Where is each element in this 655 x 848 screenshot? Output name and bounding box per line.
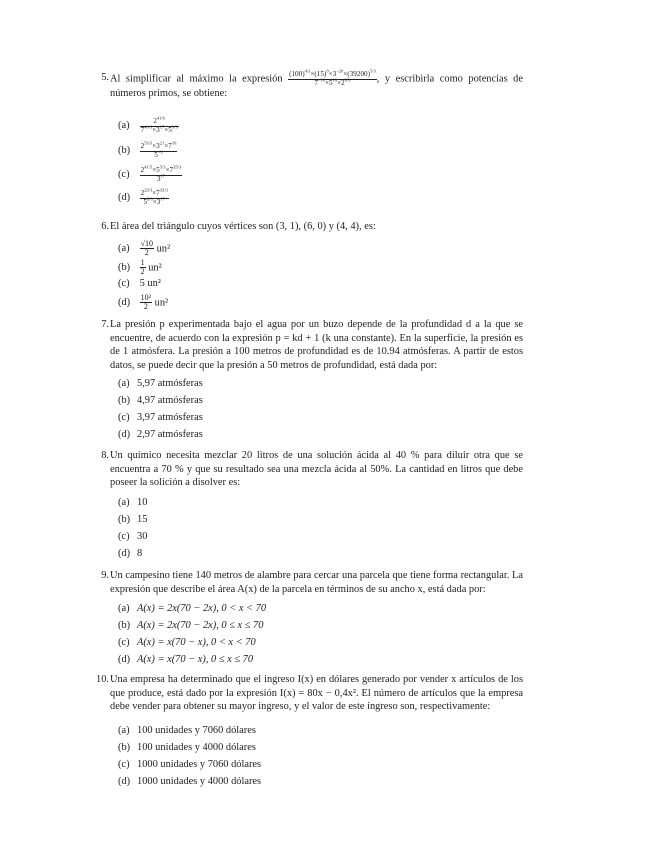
option-label: (d) [118, 548, 131, 559]
option-text: 1000 unidades y 7060 dólares [137, 759, 262, 770]
expression-fraction [288, 68, 377, 87]
option-unit: un² [156, 243, 171, 255]
question-text: Un químico necesita mezclar 20 litros de una solución ácida al 40 % para diluir otra que se encuentra a 70 % y que su resultado sea una mezcla ácida al 50%. La cantidad en litros que debe poseer la solición a disolver es: [110, 450, 523, 489]
option-a[interactable] [118, 115, 179, 134]
option-text: A(x) = 2x(70 − 2x), 0 < x < 70 [137, 603, 267, 614]
question-7 [95, 318, 523, 372]
option-label: (b) [118, 262, 131, 274]
option-label: (a) [118, 120, 130, 132]
option-label: (c) [118, 637, 130, 648]
option-label: (c) [118, 412, 130, 423]
option-text: 100 unidades y 4000 dólares [137, 742, 256, 753]
option-b[interactable] [118, 394, 203, 408]
option-label: (d) [118, 192, 131, 204]
option-text: 4,97 atmósferas [137, 395, 203, 406]
option-label: (c) [118, 531, 130, 542]
option-text: 2,97 atmósferas [137, 429, 203, 440]
option-c[interactable] [118, 411, 203, 425]
option-text: 1000 unidades y 4000 dólares [137, 776, 262, 787]
option-label: (a) [118, 243, 130, 255]
option-c[interactable] [118, 530, 147, 544]
question-text: Un campesino tiene 140 metros de alambre para cercar una parcela que tiene forma rectangular. La expresión que describe el área A(x) de la parcela en términos de su ancho x, está dada por: [110, 570, 523, 595]
option-label: (d) [118, 297, 131, 309]
option-c[interactable] [118, 164, 182, 183]
option-a[interactable] [118, 377, 203, 391]
option-text: 100 unidades y 7060 dólares [137, 725, 256, 736]
option-text: 30 [137, 531, 148, 542]
question-number: 9. [101, 570, 109, 581]
question-text-post: , y escribirla como potencias de números primos, se obtiene: [110, 73, 523, 100]
question-number: 10. [96, 674, 109, 685]
question-number: 5. [101, 72, 109, 83]
option-a[interactable] [118, 496, 147, 510]
option-a[interactable] [118, 724, 256, 738]
option-d[interactable]: (d) $\frac{\text{10²}}{2}$ un² [118, 293, 169, 312]
option-d[interactable] [118, 547, 142, 561]
option-label: (c) [118, 169, 130, 181]
option-a[interactable]: (a) $\frac{√10}{2}$ un² [118, 239, 171, 258]
option-label: (d) [118, 429, 131, 440]
option-text: 8 [137, 548, 143, 559]
option-d[interactable] [118, 653, 253, 667]
question-text: Una empresa ha determinado que el ingreso I(x) en dólares generado por vender x artículos de los que produce, está dado por la expresión I(x) = 80x − 0,4x². El número de artículos que la empresa debe vender para obtener su mayor ingreso, y el valor de este ingreso son, respectivamente: [110, 674, 523, 713]
question-6 [95, 220, 523, 234]
option-b[interactable] [118, 513, 147, 527]
option-b[interactable] [118, 140, 177, 159]
option-d[interactable] [118, 775, 261, 789]
option-label: (b) [118, 620, 131, 631]
option-label: (d) [118, 654, 131, 665]
option-d[interactable] [118, 187, 169, 206]
option-label: (c) [118, 278, 130, 289]
option-b[interactable] [118, 619, 263, 633]
question-10 [95, 673, 523, 714]
option-label: (b) [118, 514, 131, 525]
option-unit: un² [154, 297, 169, 309]
question-text: La presión p experimentada bajo el agua por un buzo depende de la profundidad d a la que se encuentre, de acuerdo con la expresión p = kd + 1 (k una constante). En la superficie, la presión es de 1 atmósfera. La presión a 100 metros de profundidad es de 10.94 atmósferas. A partir de estos datos, se puede decir que la presión a 50 metros de profundidad, está dada por: [110, 319, 523, 371]
question-number: 8. [101, 450, 109, 461]
option-c[interactable] [118, 277, 161, 291]
expression-numerator: $(100)^{4/3}\times(15)^9\times 3^{-20}\times(39200)^{5/3}$ [289, 68, 376, 78]
option-text: A(x) = 2x(70 − 2x), 0 ≤ x ≤ 70 [137, 620, 264, 631]
option-unit: un² [148, 262, 162, 274]
question-9 [95, 569, 523, 596]
option-d[interactable] [118, 428, 203, 442]
expression-denominator: $7^{-10}\times 5^{10}\times 2^{8/3}$ [314, 77, 351, 87]
option-label: (a) [118, 603, 130, 614]
option-text: A(x) = x(70 − x), 0 < x < 70 [137, 637, 256, 648]
question-8 [95, 449, 523, 490]
question-number: 6. [101, 221, 109, 232]
option-fraction: $\frac{2^{41/6}}{7^{40/3}\times 3^{17}\times 5^{3/3}}$ [140, 115, 178, 134]
option-label: (b) [118, 395, 131, 406]
option-b[interactable]: (b) $\frac{1}{2}$ un² [118, 258, 162, 277]
option-c[interactable] [118, 636, 256, 650]
question-text: El área del triángulo cuyos vértices son (3, 1), (6, 0) y (4, 4), es: [110, 221, 376, 232]
option-text: 10 [137, 497, 148, 508]
option-label: (a) [118, 497, 130, 508]
option-label: (a) [118, 378, 130, 389]
option-text: 5,97 atmósferas [137, 378, 203, 389]
option-text: 3,97 atmósferas [137, 412, 203, 423]
question-number: 7. [101, 319, 109, 330]
option-label: (b) [118, 742, 131, 753]
option-c[interactable] [118, 758, 261, 772]
option-fraction: $\frac{2^{53/3}\times 3^{21}\times 7^{10}}{5^{-3}}$ [140, 140, 177, 159]
option-a[interactable] [118, 602, 266, 616]
question-text [110, 68, 523, 101]
option-b[interactable] [118, 741, 256, 755]
question-text-pre: Al simplificar al máximo la expresión [110, 73, 283, 85]
option-fraction: $\frac{2^{41/5}\times 5^{5/3}\times 7^{35/3}}{3^{17}}$ [140, 164, 182, 183]
option-text: 15 [137, 514, 148, 525]
option-label: (b) [118, 145, 131, 157]
option-label: (d) [118, 776, 131, 787]
option-text: A(x) = x(70 − x), 0 ≤ x ≤ 70 [137, 654, 254, 665]
option-fraction: $\frac{2^{23/3}\times 7^{33/3}}{5^{3/3}\times 3^{17}}$ [140, 187, 168, 206]
option-label: (c) [118, 759, 130, 770]
question-5 [95, 68, 523, 101]
option-text: 5 un² [139, 278, 161, 289]
option-label: (a) [118, 725, 130, 736]
